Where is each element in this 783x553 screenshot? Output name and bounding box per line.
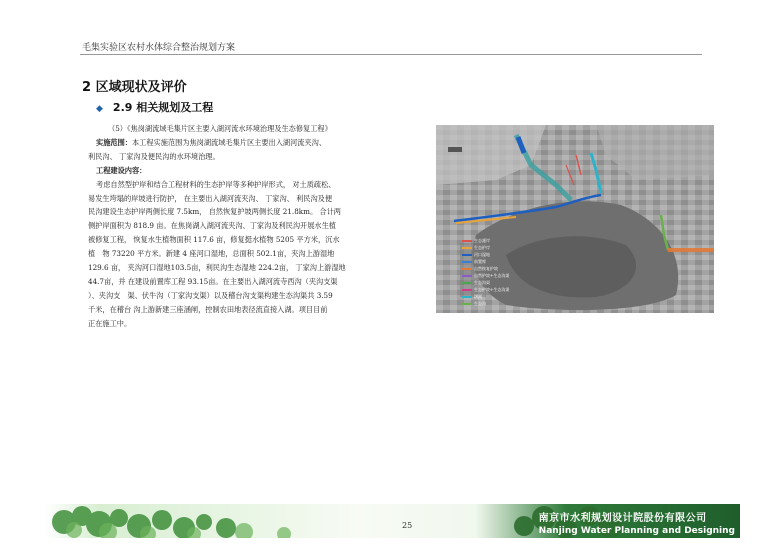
paragraph-line: 民沟建设生态护岸两侧长度 7.5km， 自然恢复护坡两侧长度 21.8km。 合计两 — [88, 207, 341, 217]
paragraph-line: 被修复工程， 恢复水生植物面积 117.6 亩，修复挺水植物 5205 平方米，沉水 — [88, 235, 340, 245]
legend-item: 生态沟 — [462, 300, 522, 307]
content-label: 工程建设内容： — [96, 165, 147, 175]
paragraph-line: 129.6 亩， 夹沟河口湿地103.5亩，利民沟生态湿地 224.2亩， 丁家沟上游湿地 — [88, 263, 346, 273]
paragraph-line: 千米，在稽台 沟上游新建三座涵闸，控制农田地表径流直接入湖。项目目前 — [88, 304, 328, 314]
subsection-heading — [96, 99, 213, 115]
legend-item: 生态护岸 — [462, 244, 522, 251]
body-text — [88, 122, 375, 331]
company-name-en: Nanjing Water Planning and Designing — [538, 526, 735, 536]
map-legend — [462, 237, 522, 307]
subsection-title: 2.9 相关规划及工程 — [112, 101, 214, 114]
project-map-image — [436, 125, 714, 313]
legend-swatch — [462, 296, 472, 298]
company-name-cn: 南京市水利规划设计院股份有限公司 — [538, 513, 707, 524]
legend-item: 自然恢复护坡 — [462, 265, 522, 272]
paragraph-line: ）、夹沟支 渠、伏牛沟（丁家沟支渠）以及稽台沟支渠构建生态沟渠共 3.59 — [88, 290, 333, 300]
item-title: （5）《焦岗湖流域毛集片区主要入湖河流水环境治理及生态修复工程》 — [108, 124, 332, 133]
legend-swatch — [462, 275, 472, 277]
legend-swatch — [462, 268, 472, 270]
legend-item: 涵闸 — [462, 293, 522, 300]
header-rule — [80, 54, 702, 55]
paragraph-line: 植 物 73220 平方米。新建 4 座河口湿地，总面积 502.1亩，夹沟上游湿地 — [88, 249, 335, 259]
legend-item: 生态护坡+生态沟渠 — [462, 286, 522, 293]
paragraph-line: 侧护岸面积为 818.9 亩。在焦岗湖入湖河流夹沟、丁家沟及利民沟开展水生植 — [88, 221, 336, 231]
legend-item: 自然护坡+生态沟渠 — [462, 272, 522, 279]
legend-swatch — [462, 247, 472, 249]
scope-text-2: 利民沟、 丁家沟及便民沟的水环境治理。 — [88, 151, 220, 161]
legend-swatch — [462, 282, 472, 284]
document-header: 毛集实验区农村水体综合整治规划方案 — [82, 43, 236, 53]
scope-paragraph — [88, 136, 375, 150]
legend-swatch — [462, 303, 472, 305]
paragraph-line: 考虑自然型护岸和结合工程材料的生态护岸等多种护岸形式， 对土质疏松、 — [96, 179, 336, 189]
legend-swatch — [462, 261, 472, 263]
legend-item: 生态護岸 — [462, 237, 522, 244]
section-title: 2 区域现状及评价 — [82, 80, 187, 95]
scope-text-1: 本工程实施范围为焦岗湖流域毛集片区主要出入湖河流夹沟、 — [131, 137, 327, 147]
legend-swatch — [462, 240, 472, 242]
paragraph-line: 正在施工中。 — [88, 318, 132, 328]
legend-item: 河口湿地 — [462, 251, 522, 258]
company-name-block — [539, 509, 735, 536]
diamond-bullet-icon: ◆ — [96, 104, 103, 114]
legend-item: 前置库 — [462, 258, 522, 265]
legend-item: 生态沟渠 — [462, 279, 522, 286]
paragraph-line: 44.7亩，并 在建设前置库工程 93.15亩。在主要出入湖河流寺西沟（夹沟支渠 — [88, 276, 338, 286]
paragraph-line: 易发生垮塌的岸坡进行防护， 在主要出入湖河流夹沟、 丁家沟、 利民沟及便 — [88, 193, 333, 203]
legend-swatch — [462, 289, 472, 291]
legend-swatch — [462, 254, 472, 256]
scope-label: 实施范围： — [96, 137, 132, 147]
page-number: 25 — [402, 521, 413, 530]
